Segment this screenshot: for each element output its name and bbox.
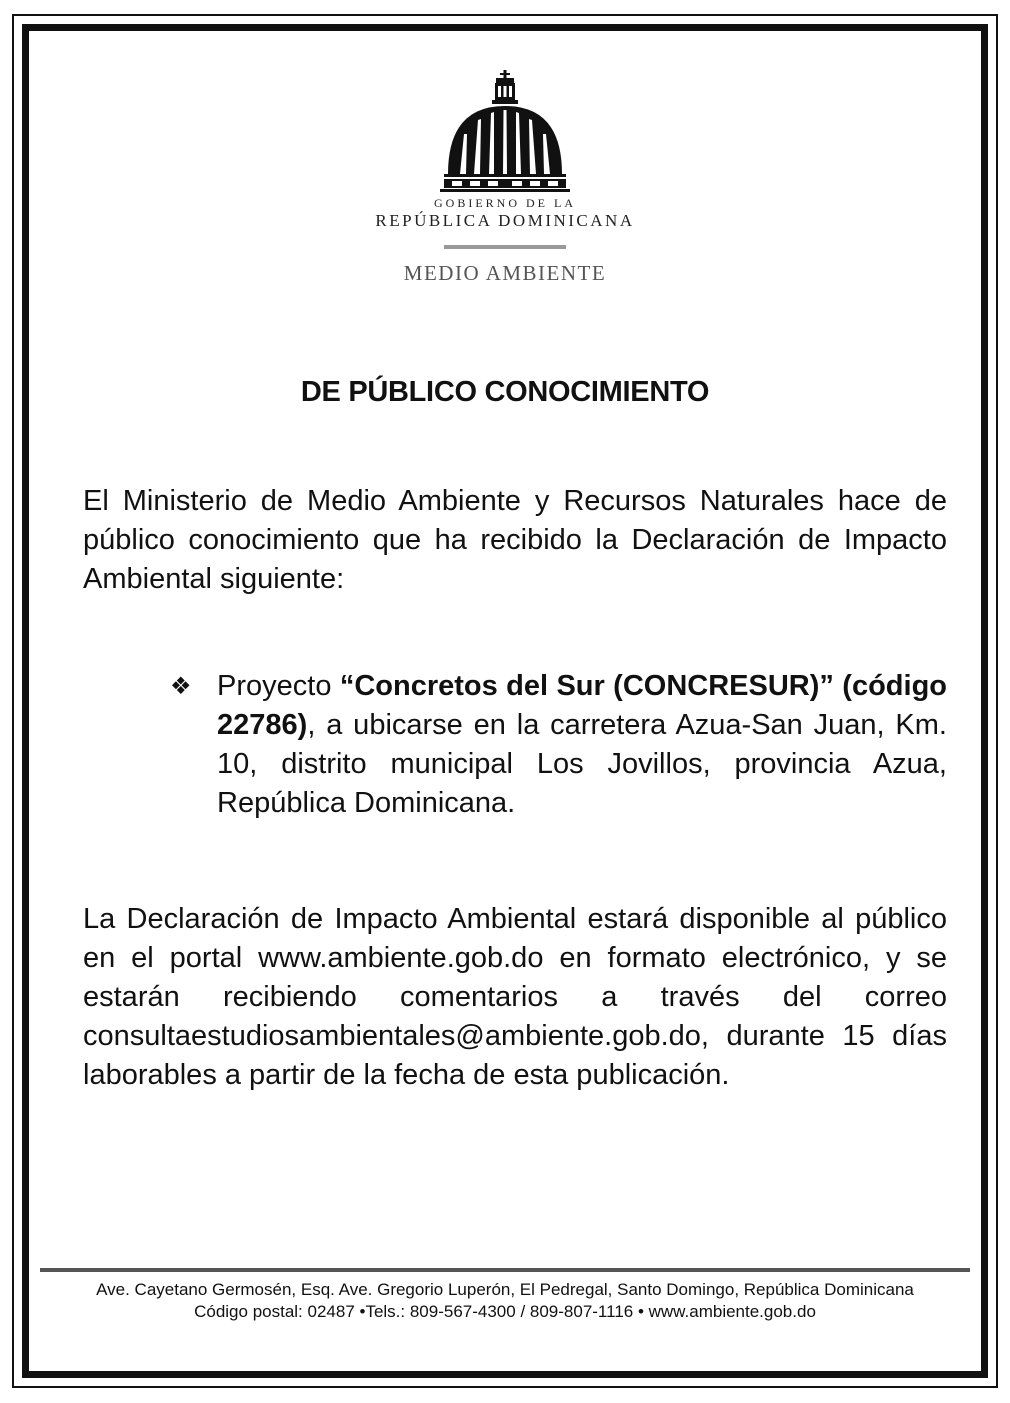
footer-divider xyxy=(40,1268,970,1272)
project-details: , a ubicarse en la carretera Azua-San Juan, Km. 10, distrito municipal Los Jovillos, provincia Azua, República Dominicana. xyxy=(217,709,947,819)
logo-text-gobierno: GOBIERNO DE LA xyxy=(434,196,576,210)
logo-text-medio-ambiente: MEDIO AMBIENTE xyxy=(403,261,607,285)
footer xyxy=(0,1279,1010,1323)
project-name: “Concretos del Sur (CONCRESUR)” (código 22786) xyxy=(217,670,947,741)
government-logo xyxy=(0,70,1010,286)
logo-text-republica: REPÚBLICA DOMINICANA xyxy=(375,211,635,230)
project-description xyxy=(217,667,947,823)
logo-divider xyxy=(444,245,566,249)
project-prefix: Proyecto xyxy=(217,670,340,702)
diamond-bullet-icon: ❖ xyxy=(170,673,192,700)
footer-contact: Código postal: 02487 •Tels.: 809-567-4300 / 809-807-1116 • www.ambiente.gob.do xyxy=(194,1302,816,1321)
notice-title: DE PÚBLICO CONOCIMIENTO xyxy=(300,376,710,408)
availability-paragraph: La Declaración de Impacto Ambiental estará disponible al público en el portal www.ambiente.gob.do en formato electrónico, y se estarán recibiendo comentarios a través del correo consultaestudiosambientales@ambiente.gob.do, durante 15 días laborables a partir de la fecha de esta publicación. xyxy=(83,903,947,1091)
intro-paragraph: El Ministerio de Medio Ambiente y Recursos Naturales hace de público conocimiento que ha recibido la Declaración de Impacto Ambiental siguiente: xyxy=(83,485,947,595)
national-palace-dome-icon xyxy=(440,70,570,192)
footer-address: Ave. Cayetano Germosén, Esq. Ave. Gregorio Luperón, El Pedregal, Santo Domingo, República Dominicana xyxy=(96,1280,914,1299)
